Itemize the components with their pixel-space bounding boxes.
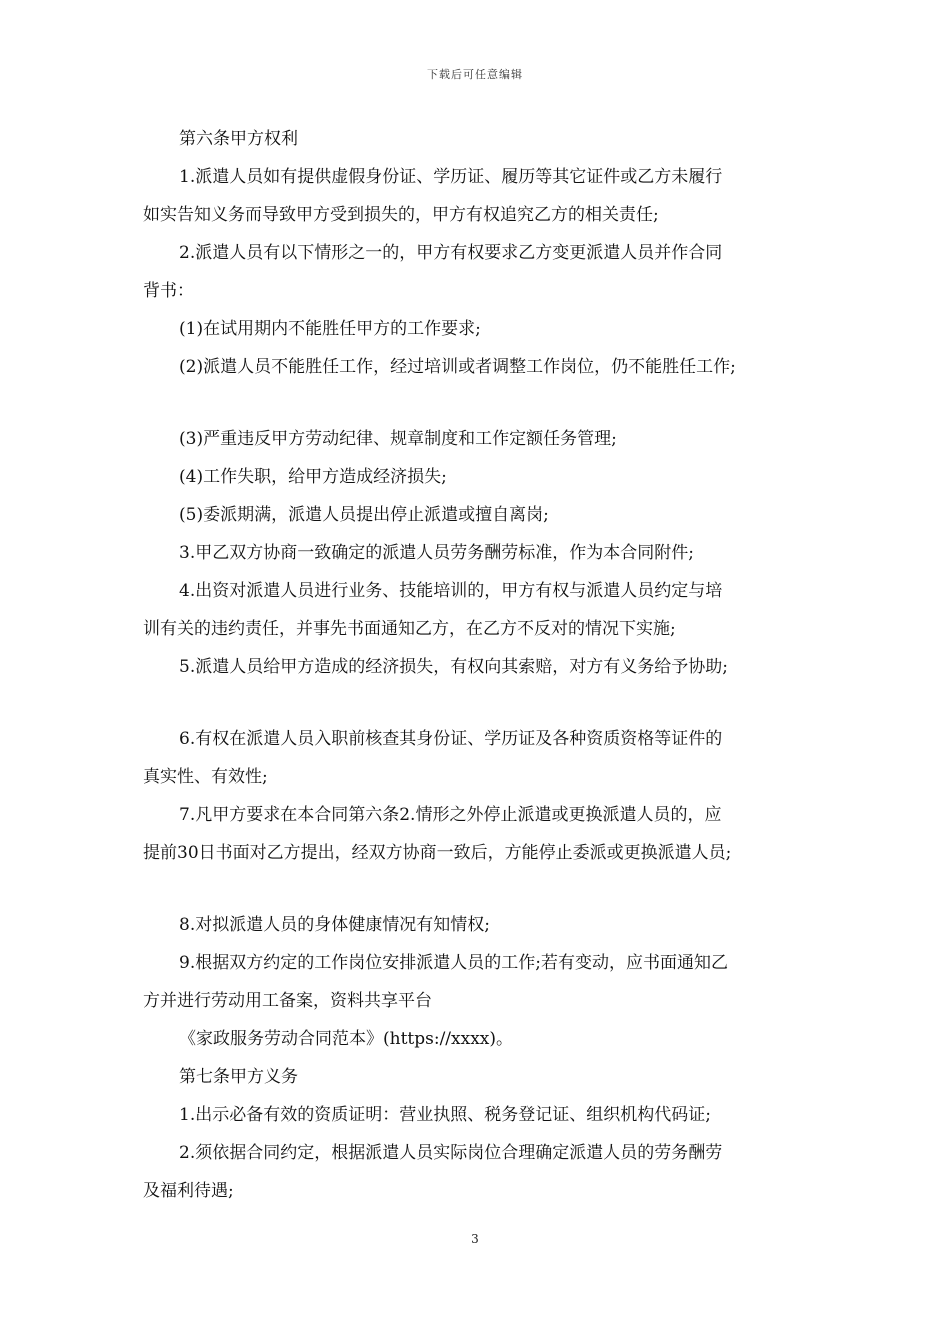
paragraph-line: 6.有权在派遣人员入职前核查其身份证、学历证及各种资质资格等证件的 [179, 729, 723, 749]
paragraph-line: 3.甲乙双方协商一致确定的派遣人员劳务酬劳标准，作为本合同附件; [179, 543, 694, 563]
document-body [143, 120, 813, 1210]
paragraph-line: 背书： [143, 281, 194, 301]
paragraph-line: 1.派遣人员如有提供虚假身份证、学历证、履历等其它证件或乙方未履行 [179, 167, 723, 187]
page-number: 3 [471, 1232, 479, 1246]
list-item: (5)委派期满，派遣人员提出停止派遣或擅自离岗; [179, 505, 549, 525]
paragraph-line: 5.派遣人员给甲方造成的经济损失，有权向其索赔，对方有义务给予协助; [179, 657, 728, 677]
paragraph-line: 2.须依据合同约定，根据派遣人员实际岗位合理确定派遣人员的劳务酬劳 [179, 1143, 723, 1163]
paragraph-line: 2.派遣人员有以下情形之一的，甲方有权要求乙方变更派遣人员并作合同 [179, 243, 723, 263]
list-item: (1)在试用期内不能胜任甲方的工作要求; [179, 319, 481, 339]
section-title: 第六条甲方权利 [179, 129, 298, 149]
paragraph-line: 8.对拟派遣人员的身体健康情况有知情权; [179, 915, 490, 935]
blank-gap [143, 686, 813, 720]
paragraph-line: 真实性、有效性; [143, 767, 268, 787]
list-item: (2)派遣人员不能胜任工作，经过培训或者调整工作岗位，仍不能胜任工作; [179, 357, 736, 377]
paragraph-line: 9.根据双方约定的工作岗位安排派遣人员的工作;若有变动，应书面通知乙 [179, 953, 728, 973]
blank-gap [143, 386, 813, 420]
paragraph-line: 《家政服务劳动合同范本》(https://xxxx)。 [179, 1029, 514, 1049]
paragraph-line: 方并进行劳动用工备案，资料共享平台 [143, 991, 432, 1011]
paragraph-line: 1.出示必备有效的资质证明：营业执照、税务登记证、组织机构代码证; [179, 1105, 711, 1125]
paragraph-line: 提前30日书面对乙方提出，经双方协商一致后，方能停止委派或更换派遣人员; [143, 843, 732, 863]
page-header: 下载后可任意编辑 [427, 68, 523, 81]
paragraph-line: 7.凡甲方要求在本合同第六条2.情形之外停止派遣或更换派遣人员的，应 [179, 805, 722, 825]
blank-gap [143, 872, 813, 906]
section-title: 第七条甲方义务 [179, 1067, 298, 1087]
list-item: (3)严重违反甲方劳动纪律、规章制度和工作定额任务管理; [179, 429, 617, 449]
list-item: (4)工作失职，给甲方造成经济损失; [179, 467, 447, 487]
paragraph-line: 4.出资对派遣人员进行业务、技能培训的，甲方有权与派遣人员约定与培 [179, 581, 723, 601]
paragraph-line: 训有关的违约责任，并事先书面通知乙方，在乙方不反对的情况下实施; [143, 619, 676, 639]
paragraph-line: 及福利待遇; [143, 1181, 234, 1201]
paragraph-line: 如实告知义务而导致甲方受到损失的，甲方有权追究乙方的相关责任; [143, 205, 659, 225]
